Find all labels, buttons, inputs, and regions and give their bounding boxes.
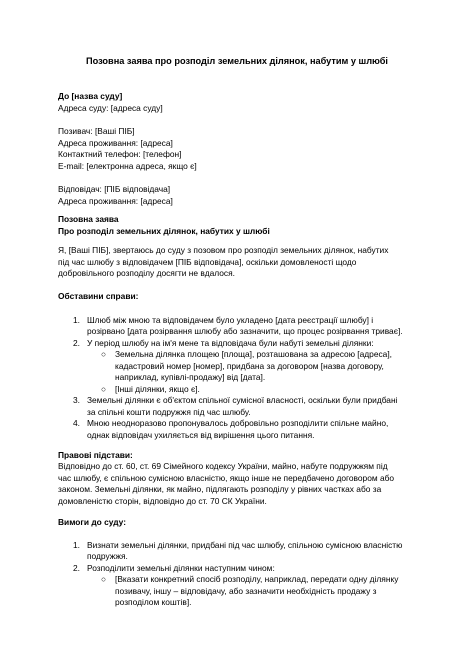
claim-heading: Позовна заява: [58, 214, 119, 224]
circumstance-2: У період шлюбу на ім'я мене та відповідача були набуті земельні ділянки:: [87, 338, 374, 348]
list-number: 1.: [73, 540, 80, 550]
land-plot-line-3: наприклад, купівлі-продажу] від [дата].: [115, 372, 266, 382]
circumstance-1-line-1: Шлюб між мною та відповідачем було укладено [дата реєстрації шлюбу] і: [87, 315, 374, 325]
demands-heading: Вимоги до суду:: [58, 517, 126, 527]
intro-line-1: Я, [Ваші ПІБ], звертаюсь до суду з позовом про розподіл земельних ділянок, набутих: [58, 245, 389, 255]
land-plot-line-1: Земельна ділянка площею [площа], розташована за адресою [адреса],: [115, 349, 392, 359]
land-plot-line-2: кадастровий номер [номер], придбана за договором [назва договору,: [115, 361, 384, 371]
demand-1-line-1: Визнати земельні ділянки, придбані під час шлюбу, спільною сумісною власністю: [87, 540, 403, 550]
other-plots: [Інші ділянки, якщо є].: [115, 384, 200, 394]
circumstance-1-line-2: розірвано [дата розірвання шлюбу або зазначити, що процес розірвання триває].: [87, 326, 403, 336]
legal-line-4: домовленістю сторін, відповідно до ст. 70 СК України.: [58, 496, 267, 506]
list-number: 2.: [73, 563, 80, 573]
list-number: 4.: [73, 418, 80, 428]
bullet-symbol: ○: [101, 384, 107, 394]
list-number: 2.: [73, 338, 80, 348]
circumstance-3-line-2: за спільні кошти подружжя під час шлюбу.: [87, 407, 251, 417]
distribution-line-1: [Вказати конкретний спосіб розподілу, наприклад, передати одну ділянку: [115, 574, 399, 584]
bullet-symbol: ○: [101, 349, 107, 359]
plaintiff-phone: Контактний телефон: [телефон]: [58, 149, 182, 159]
distribution-line-3: розподілом коштів].: [115, 597, 192, 607]
demand-2: Розподілити земельні ділянки наступним чином:: [87, 563, 275, 573]
list-number: 3.: [73, 395, 80, 405]
legal-line-1: Відповідно до ст. 60, ст. 69 Сімейного кодексу України, майно, набуте подружжям під: [58, 461, 388, 471]
court-address: Адреса суду: [адреса суду]: [58, 103, 163, 113]
list-number: 1.: [73, 315, 80, 325]
circumstances-heading: Обставини справи:: [58, 291, 139, 301]
plaintiff-email: E-mail: [електронна адреса, якщо є]: [58, 161, 197, 171]
defendant-address: Адреса проживання: [адреса]: [58, 196, 173, 206]
circumstance-4-line-1: Мною неодноразово пропонувалось добровільно розподілити спільне майно,: [87, 418, 389, 428]
demand-1-line-2: подружжя.: [87, 551, 128, 561]
intro-line-2: під час шлюбу з відповідачем [ПІБ відповідача], оскільки домовленості щодо: [58, 257, 357, 267]
court-to: До [назва суду]: [58, 91, 123, 101]
plaintiff-name: Позивач: [Ваші ПІБ]: [58, 126, 135, 136]
document-title: Позовна заява про розподіл земельних ділянок, набутим у шлюбі: [86, 56, 388, 66]
intro-line-3: добровільного розподілу досягти не вдалося.: [58, 268, 235, 278]
legal-line-2: час шлюбу, є спільною сумісною власністю, якщо інше не передбачено договором або: [58, 473, 395, 483]
legal-line-3: законом. Земельні ділянки, як майно, підлягають розподілу у рівних частках або за: [58, 484, 382, 494]
legal-heading: Правові підстави:: [58, 450, 133, 460]
defendant-name: Відповідач: [ПІБ відповідача]: [58, 184, 171, 194]
distribution-line-2: позивачу, іншу – відповідачу, або зазначити необхідність продажу з: [115, 586, 377, 596]
circumstance-4-line-2: однак відповідач ухиляється від вирішення цього питання.: [87, 430, 315, 440]
plaintiff-address: Адреса проживання: [адреса]: [58, 138, 173, 148]
claim-subheading: Про розподіл земельних ділянок, набутих у шлюбі: [58, 226, 270, 236]
bullet-symbol: ○: [101, 574, 107, 584]
circumstance-3-line-1: Земельні ділянки є об'єктом спільної сумісної власності, оскільки були придбані: [87, 395, 398, 405]
